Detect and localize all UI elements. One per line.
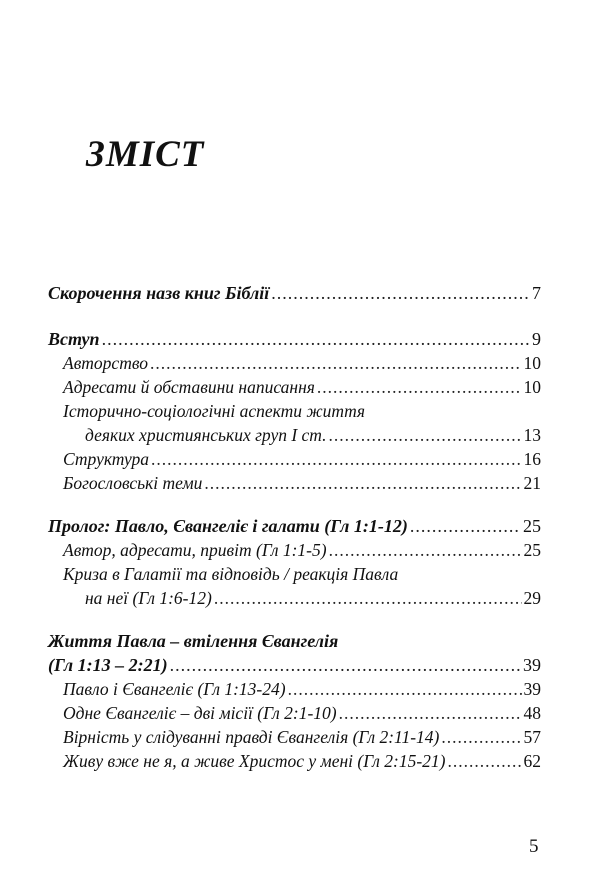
toc-page-number: 13 — [523, 425, 541, 445]
toc-entry-title: Одне Євангеліє – дві місії (Гл 2:1-10) — [63, 703, 337, 723]
toc-entry-faithfulness[interactable] — [48, 725, 541, 749]
dot-leader — [150, 351, 522, 375]
toc-entry-theological-themes[interactable] — [48, 471, 541, 495]
toc-entry-title: Авторство — [63, 353, 148, 373]
toc-entry-crisis-galatia[interactable] — [48, 562, 541, 610]
toc-page-number: 29 — [523, 588, 541, 608]
dot-leader — [214, 586, 522, 610]
page-number: 5 — [529, 836, 539, 857]
toc-page-number: 39 — [523, 655, 541, 675]
dot-leader — [271, 281, 530, 305]
toc-entry-abbreviations[interactable] — [48, 281, 541, 305]
toc-entry-life-of-paul[interactable] — [48, 629, 541, 677]
toc-page-number: 48 — [523, 703, 541, 723]
toc-entry-title: Структура — [63, 449, 150, 469]
dot-leader — [170, 653, 521, 677]
toc-entry-title: Богословські теми — [63, 473, 203, 493]
toc-entry-title: Вступ — [48, 329, 100, 349]
toc-page-number: 39 — [523, 679, 541, 699]
toc-entry-one-gospel-two-missions[interactable] — [48, 701, 541, 725]
toc-page-number: 25 — [523, 516, 541, 536]
toc-page-number: 9 — [532, 329, 541, 349]
dot-leader — [339, 701, 522, 725]
toc-entry-title: Вірність у слідуванні правді Євангелія (Гл 2:11-14) — [63, 727, 440, 747]
dot-leader — [441, 725, 521, 749]
table-of-contents — [48, 281, 541, 773]
toc-entry-structure[interactable] — [48, 447, 541, 471]
toc-entry-historical-aspects[interactable] — [48, 399, 541, 447]
toc-entry-title: Живу вже не я, а живе Христос у мені (Гл 2:15-21) — [63, 751, 446, 771]
toc-page-number: 62 — [523, 751, 541, 771]
toc-entry-authorship[interactable] — [48, 351, 541, 375]
toc-entry-title: Павло і Євангеліє (Гл 1:13-24) — [63, 679, 286, 699]
toc-page-number: 10 — [523, 377, 541, 397]
toc-entry-prologue[interactable] — [48, 514, 541, 538]
dot-leader — [329, 538, 522, 562]
toc-entry-title-line2: на неї (Гл 1:6-12) — [85, 588, 212, 608]
toc-page-number: 21 — [523, 473, 541, 493]
toc-page-number: 16 — [523, 449, 541, 469]
toc-entry-title-line1: Історично-соціологічні аспекти життя — [63, 401, 366, 421]
dot-leader — [102, 327, 530, 351]
dot-leader — [151, 447, 521, 471]
toc-entry-author-greeting[interactable] — [48, 538, 541, 562]
dot-leader — [410, 514, 521, 538]
dot-leader — [204, 471, 521, 495]
toc-entry-title-line1: Життя Павла – втілення Євангелія — [48, 631, 339, 651]
dot-leader — [317, 375, 522, 399]
page-title: ЗМІСТ — [86, 134, 205, 175]
toc-entry-paul-and-gospel[interactable] — [48, 677, 541, 701]
toc-page-number: 57 — [523, 727, 541, 747]
toc-entry-addressees[interactable] — [48, 375, 541, 399]
toc-entry-title: Скорочення назв книг Біблії — [48, 283, 270, 303]
toc-page-number: 10 — [523, 353, 541, 373]
toc-entry-introduction[interactable] — [48, 327, 541, 351]
toc-entry-title-line2: (Гл 1:13 – 2:21) — [48, 655, 168, 675]
toc-entry-title: Автор, адресати, привіт (Гл 1:1-5) — [63, 540, 327, 560]
toc-entry-title-line1: Криза в Галатії та відповідь / реакція Павла — [63, 564, 399, 584]
dot-leader — [447, 749, 521, 773]
toc-entry-title-line2: деяких християнських груп I ст. — [85, 425, 327, 445]
toc-entry-title: Пролог: Павло, Євангеліє і галати (Гл 1:1-12) — [48, 516, 408, 536]
toc-entry-title: Адресати й обставини написання — [63, 377, 315, 397]
toc-page-number: 25 — [523, 540, 541, 560]
toc-entry-christ-lives-in-me[interactable] — [48, 749, 541, 773]
dot-leader — [288, 677, 522, 701]
toc-page-number: 7 — [532, 283, 541, 303]
dot-leader — [329, 423, 522, 447]
